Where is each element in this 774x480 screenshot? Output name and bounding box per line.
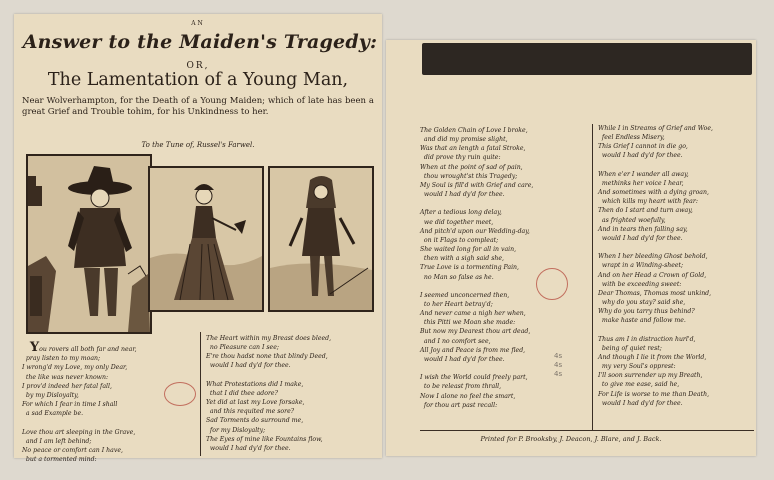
poem-right-column-1: The Golden Chain of Love I broke, and did my promise slight, Was that an length a fatal Stroke, did prove thy ruin quite: When at the point of sad of pain, thou wrought'st this Tragedy; My Soul is fill'd with Grief and care, would I had dy'd for thee. After a tedious long delay, we did together meet, And pitch'd upon our Wedding-day, on it Flags to compleat; She waited long for all in vain, then with a sigh said she, True Love is a tormenting Pain, no Man so false as he. I seemed unconcerned then, to her Heart betray'd; And never came a nigh her when, this Pitti we Moan she made: But now my Dearest thou art dead, and I no comfort see, All Joy and Peace is from me fled, would I had dy'd for thee. I wish the World could freely part, to be releast from thrall, Now I alone no feel the smart, for thou art past recall:: [420, 127, 534, 409]
poem-text-left-1: ou rovers all both far and near, pray listen to my moan; I wrong'd my Love, my only Dear, the like was never known: I prov'd indeed her fatal fall, by my Disloyalty, For which I fear in time I shall a sad Example be. Love thou art sleeping in the Grave, and I am left behind; No peace or comfort can I have, but a tormented mind:: [22, 346, 137, 464]
broadside-left-sheet: [14, 14, 382, 464]
broadside-right-sheet: [386, 40, 756, 456]
imprint-line: Printed for P. Brooksby, J. Deacon, J. Blare, and J. Back.: [480, 435, 662, 443]
library-stamp-left: [164, 382, 196, 406]
pencil-annotation: 4s 4s 4s: [554, 352, 563, 378]
black-border-bar: [422, 43, 752, 75]
woodcut-woman-image: [148, 166, 264, 312]
description-paragraph: Near Wolverhampton, for the Death of a Young Maiden; which of late has been a great Grief and Trouble tohim, for his Unkindness to her.: [22, 96, 374, 117]
page-title: Answer to the Maiden's Tragedy:: [22, 31, 378, 53]
tune-line: To the Tune of, Russel's Farwel.: [141, 141, 255, 149]
poem-right-column-2: While I in Streams of Grief and Woe, feel Endless Misery, This Grief I cannot in die go, would I had dy'd for thee. When e'er I wander all away, methinks her voice I hear, And sometimes with a dying groan, which kills my heart with fear: Then do I start and turn away, as frighted woefully, And in tears then falling say, would I had dy'd for thee. When I her bleeding Ghost behold, wrapt in a Winding-sheet; And on her Head a Crown of Gold, with be exceeding sweet: Dear Thomas, Thomas most unkind, why do you stay? said she, Why do you tarry thus behind? make haste and follow me. Thus am I in distraction hurl'd, being of quiet rest; And though I lie it from the World, my very Soul's opprest: I'll soon surrender up my Breath, to give me ease, said he, For Life is worse to me than Death, would I had dy'd for thee.: [598, 125, 713, 407]
library-stamp-right: [536, 268, 568, 300]
poem-left-column-2: The Heart within my Breast does bleed, no Pleasure can I see; E're thou hadst none that blindy Deed, would I had dy'd for thee. What Protestations did I make, that I did thee adore? Yet did at last my Love forsake, and this requited me sore? Sad Torments do surround me, for my Disloyalty; The Eyes of mine like Fountains flow, would I had dy'd for thee.: [206, 335, 332, 452]
woodcut-man-image: [26, 154, 152, 334]
column-divider-right: [592, 124, 593, 430]
subtitle: The Lamentation of a Young Man,: [47, 70, 349, 90]
column-divider-left: [200, 332, 201, 456]
drop-cap: Y: [29, 340, 40, 356]
imprint-rule: [420, 430, 754, 431]
woodcut-gentleman-image: [268, 166, 374, 312]
title-an: AN: [191, 20, 205, 27]
title-or: OR,: [186, 61, 210, 71]
